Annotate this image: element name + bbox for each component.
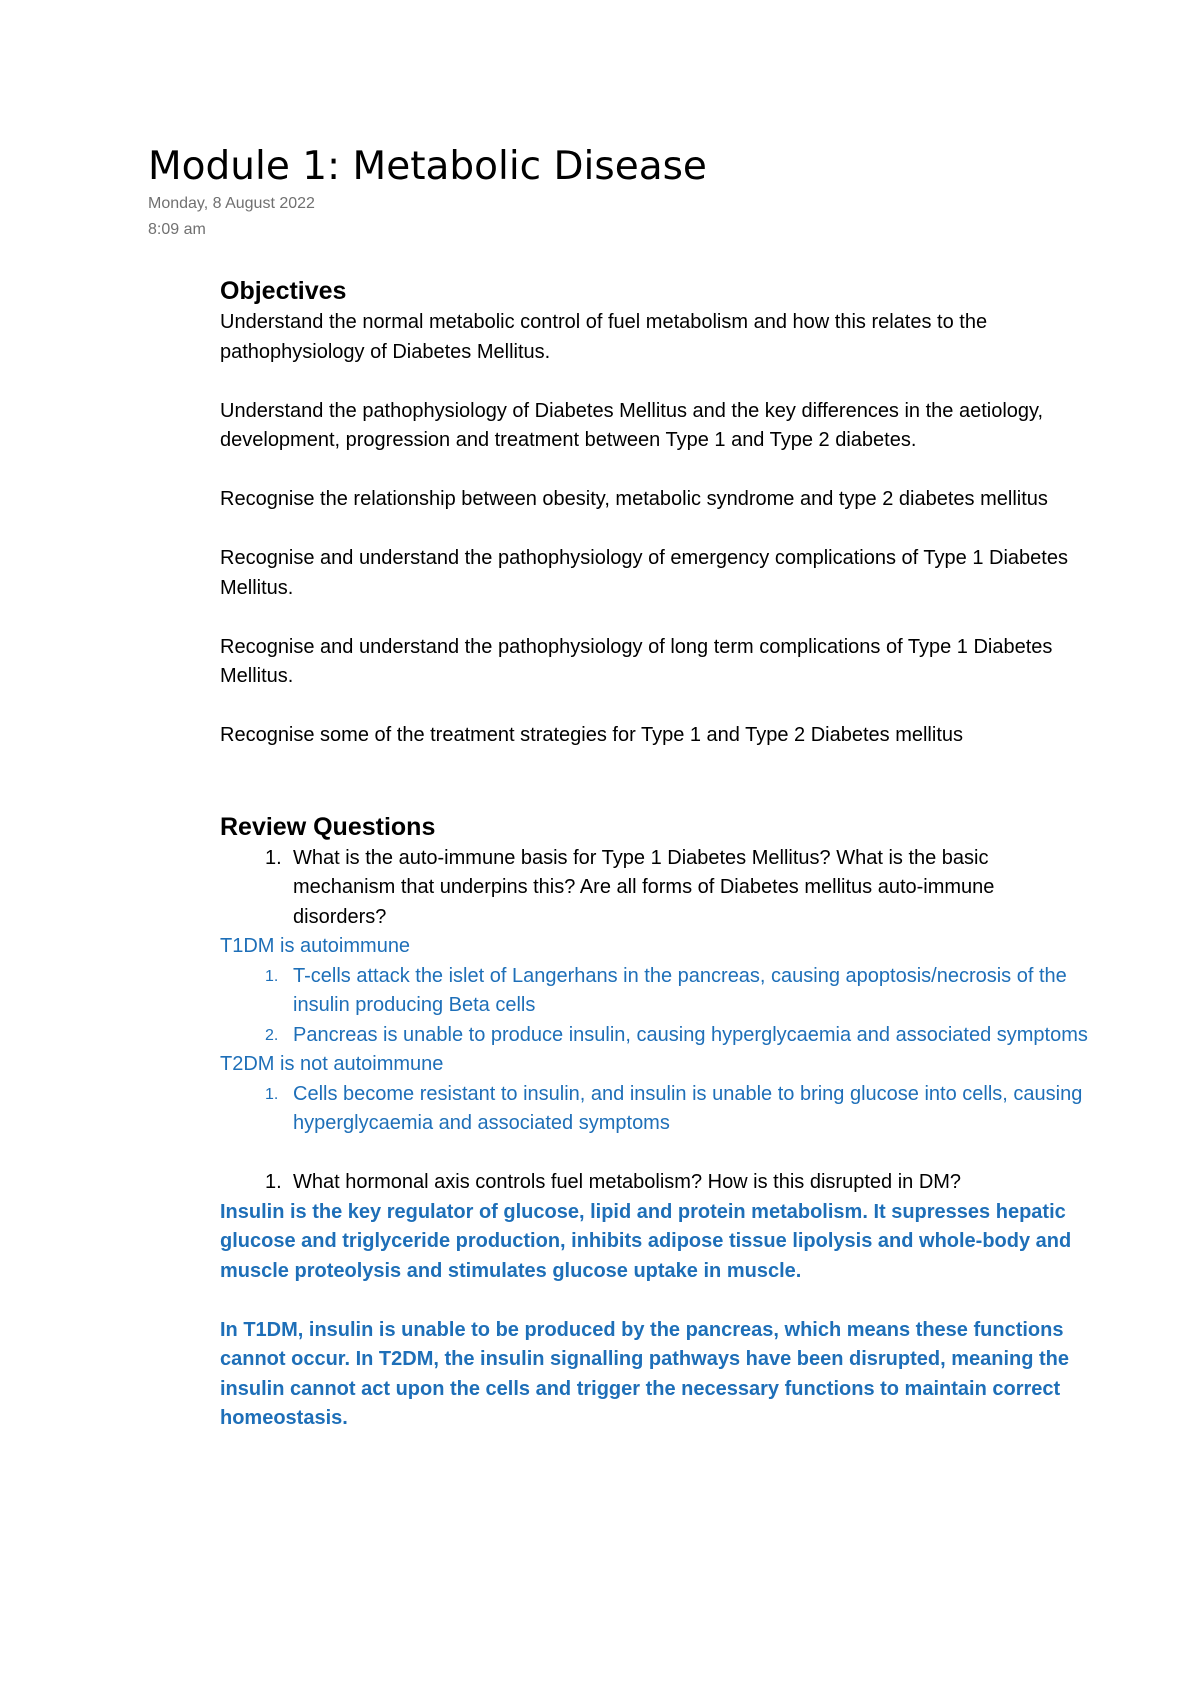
note-date: Monday, 8 August 2022 bbox=[148, 195, 315, 212]
answer-point-text: T-cells attack the islet of Langerhans in the pancreas, causing apoptosis/necrosis of the insulin producing Beta cells bbox=[293, 964, 1067, 1016]
objectives-heading: Objectives bbox=[220, 277, 347, 305]
objective-item: Recognise the relationship between obesity, metabolic syndrome and type 2 diabetes mellitus bbox=[220, 488, 1048, 510]
objective-item: Understand the normal metabolic control of fuel metabolism and how this relates to the pathophysiology of Diabetes Mellitus. bbox=[220, 311, 988, 363]
question-number: 1. bbox=[265, 1171, 282, 1193]
answer-point-number: 2. bbox=[265, 1026, 279, 1044]
objective-item: Recognise and understand the pathophysiology of long term complications of Type 1 Diabetes Mellitus. bbox=[220, 635, 1053, 687]
objective-item: Recognise and understand the pathophysiology of emergency complications of Type 1 Diabetes Mellitus. bbox=[220, 547, 1068, 599]
answer-point-number: 1. bbox=[265, 1085, 279, 1103]
answer-point-text: Cells become resistant to insulin, and insulin is unable to bring glucose into cells, causing hyperglycaemia and associated symptoms bbox=[293, 1082, 1083, 1134]
note-body bbox=[220, 274, 1100, 1434]
answer-paragraph: Insulin is the key regulator of glucose, lipid and protein metabolism. It supresses hepatic glucose and triglyceride production, inhibits adipose tissue lipolysis and whole-body and muscle proteolysis and stimulates glucose uptake in muscle. bbox=[220, 1200, 1072, 1282]
answer-point bbox=[220, 962, 1100, 1021]
question-1 bbox=[220, 844, 1100, 933]
objective-item: Understand the pathophysiology of Diabetes Mellitus and the key differences in the aetiology, development, progression and treatment between Type 1 and Type 2 diabetes. bbox=[220, 399, 1044, 451]
t2dm-heading: T2DM is not autoimmune bbox=[220, 1053, 444, 1075]
question-text: What hormonal axis controls fuel metabolism? How is this disrupted in DM? bbox=[293, 1171, 962, 1193]
objective-item: Recognise some of the treatment strategies for Type 1 and Type 2 Diabetes mellitus bbox=[220, 724, 963, 746]
t1dm-heading: T1DM is autoimmune bbox=[220, 935, 411, 957]
answer-point-number: 1. bbox=[265, 967, 279, 985]
answer-point-text: Pancreas is unable to produce insulin, causing hyperglycaemia and associated symptoms bbox=[293, 1023, 1088, 1046]
answer-point bbox=[220, 1080, 1100, 1139]
answer-point bbox=[220, 1021, 1100, 1051]
question-text: What is the auto-immune basis for Type 1 Diabetes Mellitus? What is the basic mechanism that underpins this? Are all forms of Diabetes mellitus auto-immune disorders? bbox=[293, 846, 995, 928]
answer-paragraph: In T1DM, insulin is unable to be produced by the pancreas, which means these functions cannot occur. In T2DM, the insulin signalling pathways have been disrupted, meaning the insulin cannot act upon the cells and trigger the necessary functions to maintain correct homeostasis. bbox=[220, 1318, 1070, 1429]
note-time: 8:09 am bbox=[148, 221, 206, 238]
review-questions-heading: Review Questions bbox=[220, 812, 436, 841]
page-title: Module 1: Metabolic Disease bbox=[148, 144, 707, 189]
question-2 bbox=[220, 1168, 1100, 1198]
question-number: 1. bbox=[265, 846, 282, 869]
